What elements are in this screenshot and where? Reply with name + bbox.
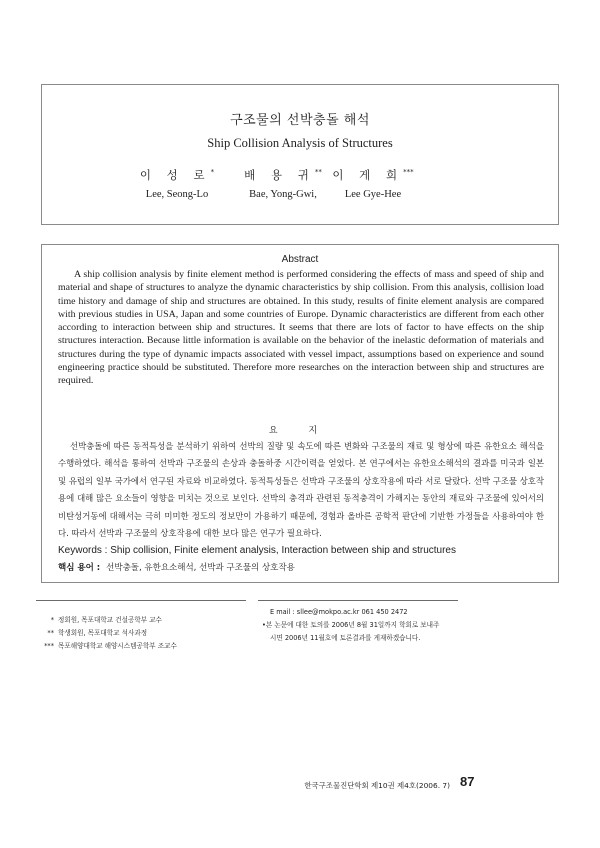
footnote-divider-right (258, 600, 458, 601)
core-terms (58, 561, 548, 573)
footnote-1-mark: * (50, 616, 54, 624)
paper-title-korean: 구조물의 선박충돌 해석 (230, 113, 370, 128)
discussion-note-line-2: 시면 2006년 11월호에 토론결과를 게재하겠습니다. (270, 634, 421, 642)
author-2-name-korean: 배 용 귀 (244, 168, 315, 182)
abstract-korean: 선박충돌에 따른 동적특성을 분석하기 위하여 선박의 질량 및 속도에 따른 변화와 구조물의 재료 및 형상에 따른 유한요소 해석을 수행하였다. 해석을 통하여 선박과 구조물의 손상과 충돌하중 시간이력을 얻었다. 본 연구에서는 유한요소해석의 결과를 미국과 일본 및 유럽의 일부 국가에서 연구된 자료와 비교하였다. 동적특성들은 선박과 구조물의 상호작용에 따라 서로 달랐다. 선박 구조물 상호작용에 대해 많은 요소들이 영향을 미치는 것으로 보인다. 선박의 충격과 관련된 동적충격이 가해지는 동안의 재료와 구조물에 있어서의 비탄성거동에 대해서는 극히 미미한 정도의 정보만이 가용하기 때문에, 경험과 올바른 공학적 판단에 기반한 가정들을 사용하여야 한다. 따라서 선박과 구조물의 상호작용에 대한 보다 많은 연구가 필요하다. (58, 441, 544, 539)
author-3-name-english: Lee Gye-Hee (344, 189, 402, 200)
footnote-3 (40, 640, 255, 653)
footnote-1 (40, 614, 255, 627)
author-3-name-korean: 이 게 희 (332, 168, 404, 182)
author-affiliations (40, 614, 255, 653)
title-box (41, 84, 559, 225)
page-number: 87 (460, 774, 475, 789)
author-1-name-korean: 이 성 로 (139, 168, 211, 182)
author-2-name-english: Bae, Yong-Gwi, (249, 189, 317, 200)
keywords-list: Ship collision, Finite element analysis, Interaction between ship and structures (110, 545, 456, 556)
author-1-mark: * (210, 168, 215, 177)
discussion-note-line-1: •본 논문에 대한 토의를 2006년 8월 31일까지 학회로 보내주 (262, 621, 440, 629)
core-terms-list: 선박충돌, 유한요소해석, 선박과 구조물의 상호작용 (106, 563, 295, 573)
footnote-2-text: 학생회원, 목포대학교 석사과정 (58, 629, 148, 637)
abstract-box (41, 244, 559, 583)
footnote-3-text: 목포해양대학교 해양시스템공학부 조교수 (58, 642, 177, 650)
abstract-heading: Abstract (281, 254, 319, 265)
keywords (58, 545, 548, 556)
summary-heading: 요 지 (268, 426, 332, 436)
author-3-mark: *** (403, 168, 414, 177)
footnote-1-text: 정회원, 목포대학교 건설공학부 교수 (58, 616, 162, 624)
author-2-mark: ** (314, 168, 322, 177)
footnote-2-mark: ** (47, 629, 54, 637)
journal-citation: 한국구조물진단학회 제10권 제4호(2006. 7) (304, 781, 450, 790)
keywords-label: Keywords : (58, 545, 108, 556)
footnote-divider-left (36, 600, 246, 601)
footnote-3-mark: *** (44, 642, 54, 650)
author-1-name-english: Lee, Seong-Lo (145, 189, 209, 200)
author-3 (313, 167, 433, 200)
footnote-2 (40, 627, 255, 640)
abstract-english: A ship collision analysis by finite element method is performed considering the effects of mass and speed of ship and material and shape of structures to analyze the dynamic characteristics by ship collision. From this analysis, collision load time history and damage of ship and structures are obtained. In this study, results of finite element analysis are compared with previous studies in USA, Japan and some countries of Europe. Dynamic characteristics are different from each other according to interaction between ship and structures. It seems that there are lots of factor to have effects on the ship structures interaction. Because little information is available on the behavior of the inelastic deformation of materials and structures during the type of dynamic impacts associated with vessel impact, assumptions based on experience and sound engineering practice should be substituted. Therefore more researches on the interaction between ship and structures are required. (58, 269, 544, 387)
correspondence-notes (262, 606, 477, 645)
paper-title-english: Ship Collision Analysis of Structures (207, 136, 393, 150)
contact-email: E mail : sllee@mokpo.ac.kr 061 450 2472 (270, 608, 408, 616)
core-terms-label: 핵심 용어 : (58, 563, 101, 573)
author-1 (117, 167, 237, 200)
